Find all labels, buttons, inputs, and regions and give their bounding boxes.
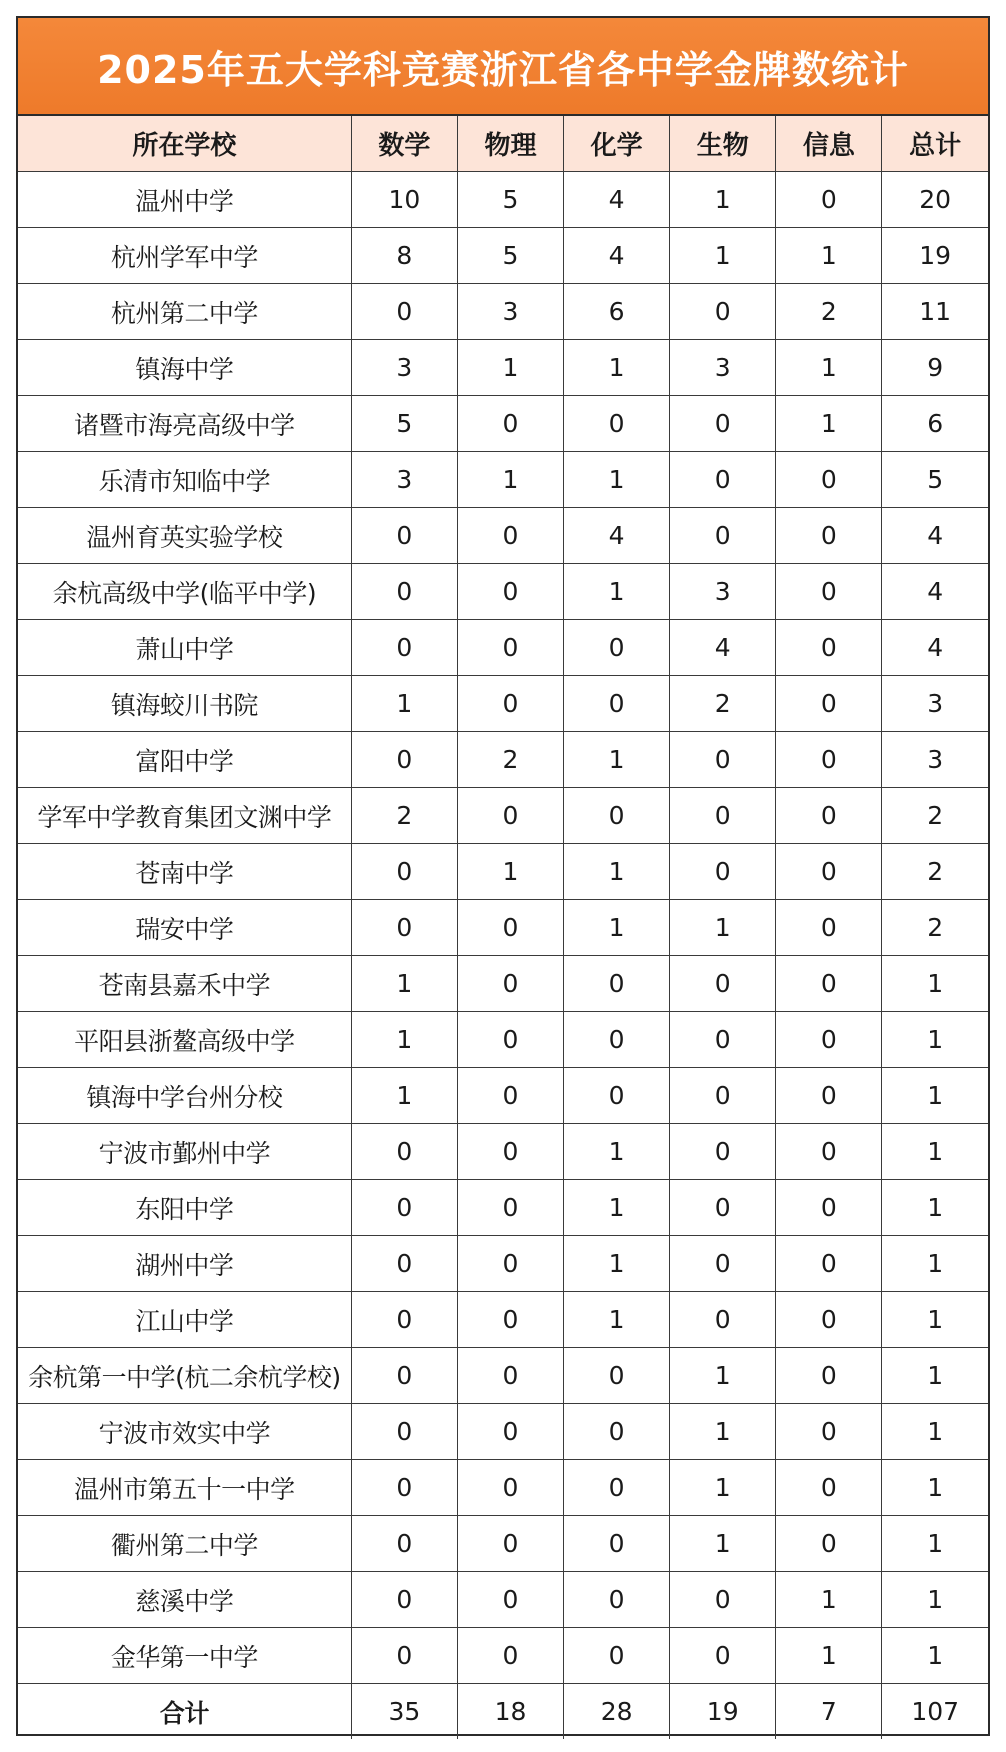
cell-informatics: 0: [776, 1012, 882, 1068]
cell-biology: 0: [670, 508, 776, 564]
cell-informatics: 0: [776, 956, 882, 1012]
cell-total: 2: [882, 844, 988, 900]
cell-total: 1: [882, 1068, 988, 1124]
cell-informatics: 0: [776, 1516, 882, 1572]
cell-total: 4: [882, 564, 988, 620]
cell-chemistry: 1: [564, 452, 670, 508]
cell-physics: 1: [457, 452, 563, 508]
cell-biology: 1: [670, 172, 776, 228]
cell-physics: 0: [457, 676, 563, 732]
cell-biology: 0: [670, 452, 776, 508]
cell-math: 0: [351, 1236, 457, 1292]
cell-physics: 0: [457, 1628, 563, 1684]
cell-chemistry: 0: [564, 620, 670, 676]
cell-total: 1: [882, 1124, 988, 1180]
table-title: 2025年五大学科竞赛浙江省各中学金牌数统计: [18, 18, 988, 116]
cell-informatics: 1: [776, 228, 882, 284]
cell-total: 1: [882, 1236, 988, 1292]
cell-informatics: 0: [776, 1180, 882, 1236]
cell-total: 1: [882, 1180, 988, 1236]
cell-informatics: 1: [776, 396, 882, 452]
cell-chemistry: 0: [564, 1628, 670, 1684]
cell-math: 1: [351, 1068, 457, 1124]
cell-math: 0: [351, 1404, 457, 1460]
cell-total: 3: [882, 732, 988, 788]
cell-chemistry: 0: [564, 676, 670, 732]
school-name: 杭州第二中学: [18, 284, 351, 340]
cell-chemistry: 0: [564, 1404, 670, 1460]
cell-chemistry: 0: [564, 396, 670, 452]
cell-biology: 0: [670, 396, 776, 452]
header-chemistry: 化学: [564, 116, 670, 172]
table-row: [18, 284, 988, 340]
cell-total: 1: [882, 1460, 988, 1516]
school-name: 东阳中学: [18, 1180, 351, 1236]
cell-math: 0: [351, 1628, 457, 1684]
cell-physics: 0: [457, 1124, 563, 1180]
cell-biology: 0: [670, 1068, 776, 1124]
table-row: [18, 1124, 988, 1180]
cell-total: 11: [882, 284, 988, 340]
school-name: 苍南中学: [18, 844, 351, 900]
cell-informatics: 0: [776, 452, 882, 508]
total-row: [18, 1684, 988, 1740]
cell-biology: 1: [670, 1404, 776, 1460]
cell-physics: 0: [457, 1068, 563, 1124]
school-name: 余杭高级中学(临平中学): [18, 564, 351, 620]
cell-math: 0: [351, 620, 457, 676]
header-math: 数学: [351, 116, 457, 172]
medal-table-container: [16, 16, 990, 1736]
cell-chemistry: 0: [564, 1348, 670, 1404]
cell-informatics: 0: [776, 1460, 882, 1516]
cell-biology: 0: [670, 732, 776, 788]
cell-biology: 2: [670, 676, 776, 732]
header-physics: 物理: [457, 116, 563, 172]
cell-math: 0: [351, 732, 457, 788]
school-name: 余杭第一中学(杭二余杭学校): [18, 1348, 351, 1404]
school-name: 镇海蛟川书院: [18, 676, 351, 732]
table-row: [18, 1460, 988, 1516]
cell-total: 4: [882, 508, 988, 564]
cell-biology: 0: [670, 844, 776, 900]
cell-biology: 0: [670, 1180, 776, 1236]
cell-math: 0: [351, 508, 457, 564]
cell-informatics: 0: [776, 900, 882, 956]
school-name: 镇海中学台州分校: [18, 1068, 351, 1124]
cell-math: 0: [351, 900, 457, 956]
table-row: [18, 396, 988, 452]
school-name: 宁波市鄞州中学: [18, 1124, 351, 1180]
table-row: [18, 1572, 988, 1628]
table-row: [18, 732, 988, 788]
cell-math: 3: [351, 340, 457, 396]
cell-informatics: 0: [776, 676, 882, 732]
cell-physics: 5: [457, 172, 563, 228]
cell-chemistry: 4: [564, 172, 670, 228]
cell-informatics: 0: [776, 1124, 882, 1180]
header-school: 所在学校: [18, 116, 351, 172]
table-row: [18, 788, 988, 844]
school-name: 温州育英实验学校: [18, 508, 351, 564]
table-row: [18, 1012, 988, 1068]
cell-biology: 1: [670, 228, 776, 284]
medal-table: [18, 116, 988, 1739]
school-name: 瑞安中学: [18, 900, 351, 956]
cell-math: 5: [351, 396, 457, 452]
cell-chemistry: 1: [564, 564, 670, 620]
cell-chemistry: 0: [564, 956, 670, 1012]
school-name: 苍南县嘉禾中学: [18, 956, 351, 1012]
cell-total: 9: [882, 340, 988, 396]
cell-physics: 0: [457, 620, 563, 676]
cell-informatics: 0: [776, 1348, 882, 1404]
table-row: [18, 956, 988, 1012]
cell-total: 1: [882, 1516, 988, 1572]
cell-chemistry: 0: [564, 1012, 670, 1068]
cell-informatics: 0: [776, 1236, 882, 1292]
school-name: 金华第一中学: [18, 1628, 351, 1684]
cell-total: 4: [882, 620, 988, 676]
cell-physics: 0: [457, 1180, 563, 1236]
cell-math: 0: [351, 1516, 457, 1572]
cell-total: 2: [882, 788, 988, 844]
total-label: 合计: [18, 1684, 351, 1740]
cell-math: 0: [351, 1180, 457, 1236]
cell-math: 0: [351, 1124, 457, 1180]
header-total: 总计: [882, 116, 988, 172]
cell-chemistry: 1: [564, 340, 670, 396]
cell-physics: 0: [457, 956, 563, 1012]
cell-math: 2: [351, 788, 457, 844]
cell-informatics: 1: [776, 340, 882, 396]
cell-chemistry: 1: [564, 900, 670, 956]
header-biology: 生物: [670, 116, 776, 172]
cell-biology: 0: [670, 956, 776, 1012]
cell-informatics: 2: [776, 284, 882, 340]
cell-informatics: 1: [776, 1628, 882, 1684]
cell-chemistry: 1: [564, 1292, 670, 1348]
cell-physics: 0: [457, 1516, 563, 1572]
cell-biology: 3: [670, 564, 776, 620]
cell-informatics: 0: [776, 732, 882, 788]
cell-math: 1: [351, 1012, 457, 1068]
table-row: [18, 508, 988, 564]
cell-physics: 0: [457, 1572, 563, 1628]
cell-physics: 1: [457, 844, 563, 900]
cell-physics: 0: [457, 900, 563, 956]
cell-biology: 0: [670, 1124, 776, 1180]
cell-chemistry: 4: [564, 228, 670, 284]
school-name: 杭州学军中学: [18, 228, 351, 284]
total-informatics: 7: [776, 1684, 882, 1740]
cell-chemistry: 6: [564, 284, 670, 340]
cell-total: 2: [882, 900, 988, 956]
table-row: [18, 844, 988, 900]
cell-biology: 0: [670, 788, 776, 844]
cell-informatics: 0: [776, 1292, 882, 1348]
cell-physics: 0: [457, 396, 563, 452]
cell-total: 3: [882, 676, 988, 732]
cell-chemistry: 0: [564, 1516, 670, 1572]
cell-chemistry: 1: [564, 1236, 670, 1292]
cell-math: 0: [351, 284, 457, 340]
cell-chemistry: 1: [564, 732, 670, 788]
school-name: 温州中学: [18, 172, 351, 228]
school-name: 平阳县浙鳌高级中学: [18, 1012, 351, 1068]
cell-total: 1: [882, 1628, 988, 1684]
cell-math: 10: [351, 172, 457, 228]
cell-biology: 1: [670, 1460, 776, 1516]
cell-biology: 0: [670, 1012, 776, 1068]
cell-total: 1: [882, 1572, 988, 1628]
total-physics: 18: [457, 1684, 563, 1740]
table-row: [18, 900, 988, 956]
cell-chemistry: 1: [564, 1180, 670, 1236]
school-name: 慈溪中学: [18, 1572, 351, 1628]
table-row: [18, 1236, 988, 1292]
cell-informatics: 0: [776, 788, 882, 844]
cell-physics: 0: [457, 1012, 563, 1068]
total-biology: 19: [670, 1684, 776, 1740]
cell-total: 6: [882, 396, 988, 452]
cell-chemistry: 0: [564, 788, 670, 844]
cell-physics: 0: [457, 508, 563, 564]
school-name: 宁波市效实中学: [18, 1404, 351, 1460]
header-row: [18, 116, 988, 172]
table-row: [18, 676, 988, 732]
cell-informatics: 0: [776, 172, 882, 228]
table-row: [18, 340, 988, 396]
cell-chemistry: 0: [564, 1068, 670, 1124]
table-row: [18, 564, 988, 620]
table-row: [18, 1348, 988, 1404]
cell-physics: 0: [457, 1460, 563, 1516]
cell-biology: 0: [670, 284, 776, 340]
total-math: 35: [351, 1684, 457, 1740]
table-row: [18, 1628, 988, 1684]
school-name: 学军中学教育集团文渊中学: [18, 788, 351, 844]
cell-math: 3: [351, 452, 457, 508]
cell-physics: 0: [457, 564, 563, 620]
cell-physics: 5: [457, 228, 563, 284]
table-row: [18, 1292, 988, 1348]
cell-biology: 1: [670, 1516, 776, 1572]
school-name: 诸暨市海亮高级中学: [18, 396, 351, 452]
total-chemistry: 28: [564, 1684, 670, 1740]
cell-math: 0: [351, 564, 457, 620]
cell-math: 0: [351, 844, 457, 900]
cell-total: 5: [882, 452, 988, 508]
school-name: 江山中学: [18, 1292, 351, 1348]
cell-informatics: 0: [776, 564, 882, 620]
cell-biology: 1: [670, 900, 776, 956]
cell-biology: 1: [670, 1348, 776, 1404]
school-name: 富阳中学: [18, 732, 351, 788]
cell-physics: 1: [457, 340, 563, 396]
table-row: [18, 620, 988, 676]
header-informatics: 信息: [776, 116, 882, 172]
cell-total: 1: [882, 1348, 988, 1404]
cell-chemistry: 4: [564, 508, 670, 564]
table-row: [18, 228, 988, 284]
cell-chemistry: 1: [564, 1124, 670, 1180]
cell-chemistry: 0: [564, 1460, 670, 1516]
total-total: 107: [882, 1684, 988, 1740]
table-row: [18, 1068, 988, 1124]
cell-physics: 0: [457, 1348, 563, 1404]
cell-physics: 0: [457, 1236, 563, 1292]
cell-biology: 0: [670, 1292, 776, 1348]
cell-physics: 0: [457, 1292, 563, 1348]
cell-physics: 3: [457, 284, 563, 340]
cell-math: 8: [351, 228, 457, 284]
cell-math: 0: [351, 1348, 457, 1404]
cell-biology: 0: [670, 1628, 776, 1684]
cell-informatics: 0: [776, 844, 882, 900]
cell-informatics: 0: [776, 508, 882, 564]
school-name: 温州市第五十一中学: [18, 1460, 351, 1516]
cell-physics: 0: [457, 1404, 563, 1460]
school-name: 湖州中学: [18, 1236, 351, 1292]
table-row: [18, 1516, 988, 1572]
cell-math: 1: [351, 956, 457, 1012]
cell-math: 0: [351, 1460, 457, 1516]
table-row: [18, 1404, 988, 1460]
table-row: [18, 452, 988, 508]
cell-biology: 4: [670, 620, 776, 676]
cell-physics: 0: [457, 788, 563, 844]
cell-total: 20: [882, 172, 988, 228]
cell-total: 1: [882, 1404, 988, 1460]
school-name: 萧山中学: [18, 620, 351, 676]
cell-physics: 2: [457, 732, 563, 788]
cell-chemistry: 0: [564, 1572, 670, 1628]
cell-biology: 0: [670, 1236, 776, 1292]
school-name: 衢州第二中学: [18, 1516, 351, 1572]
cell-total: 1: [882, 956, 988, 1012]
table-row: [18, 1180, 988, 1236]
cell-informatics: 0: [776, 1404, 882, 1460]
cell-math: 0: [351, 1572, 457, 1628]
cell-math: 1: [351, 676, 457, 732]
cell-chemistry: 1: [564, 844, 670, 900]
cell-total: 19: [882, 228, 988, 284]
cell-biology: 3: [670, 340, 776, 396]
cell-math: 0: [351, 1292, 457, 1348]
cell-informatics: 0: [776, 1068, 882, 1124]
table-row: [18, 172, 988, 228]
cell-informatics: 1: [776, 1572, 882, 1628]
cell-biology: 0: [670, 1572, 776, 1628]
school-name: 镇海中学: [18, 340, 351, 396]
cell-total: 1: [882, 1012, 988, 1068]
cell-informatics: 0: [776, 620, 882, 676]
cell-total: 1: [882, 1292, 988, 1348]
school-name: 乐清市知临中学: [18, 452, 351, 508]
